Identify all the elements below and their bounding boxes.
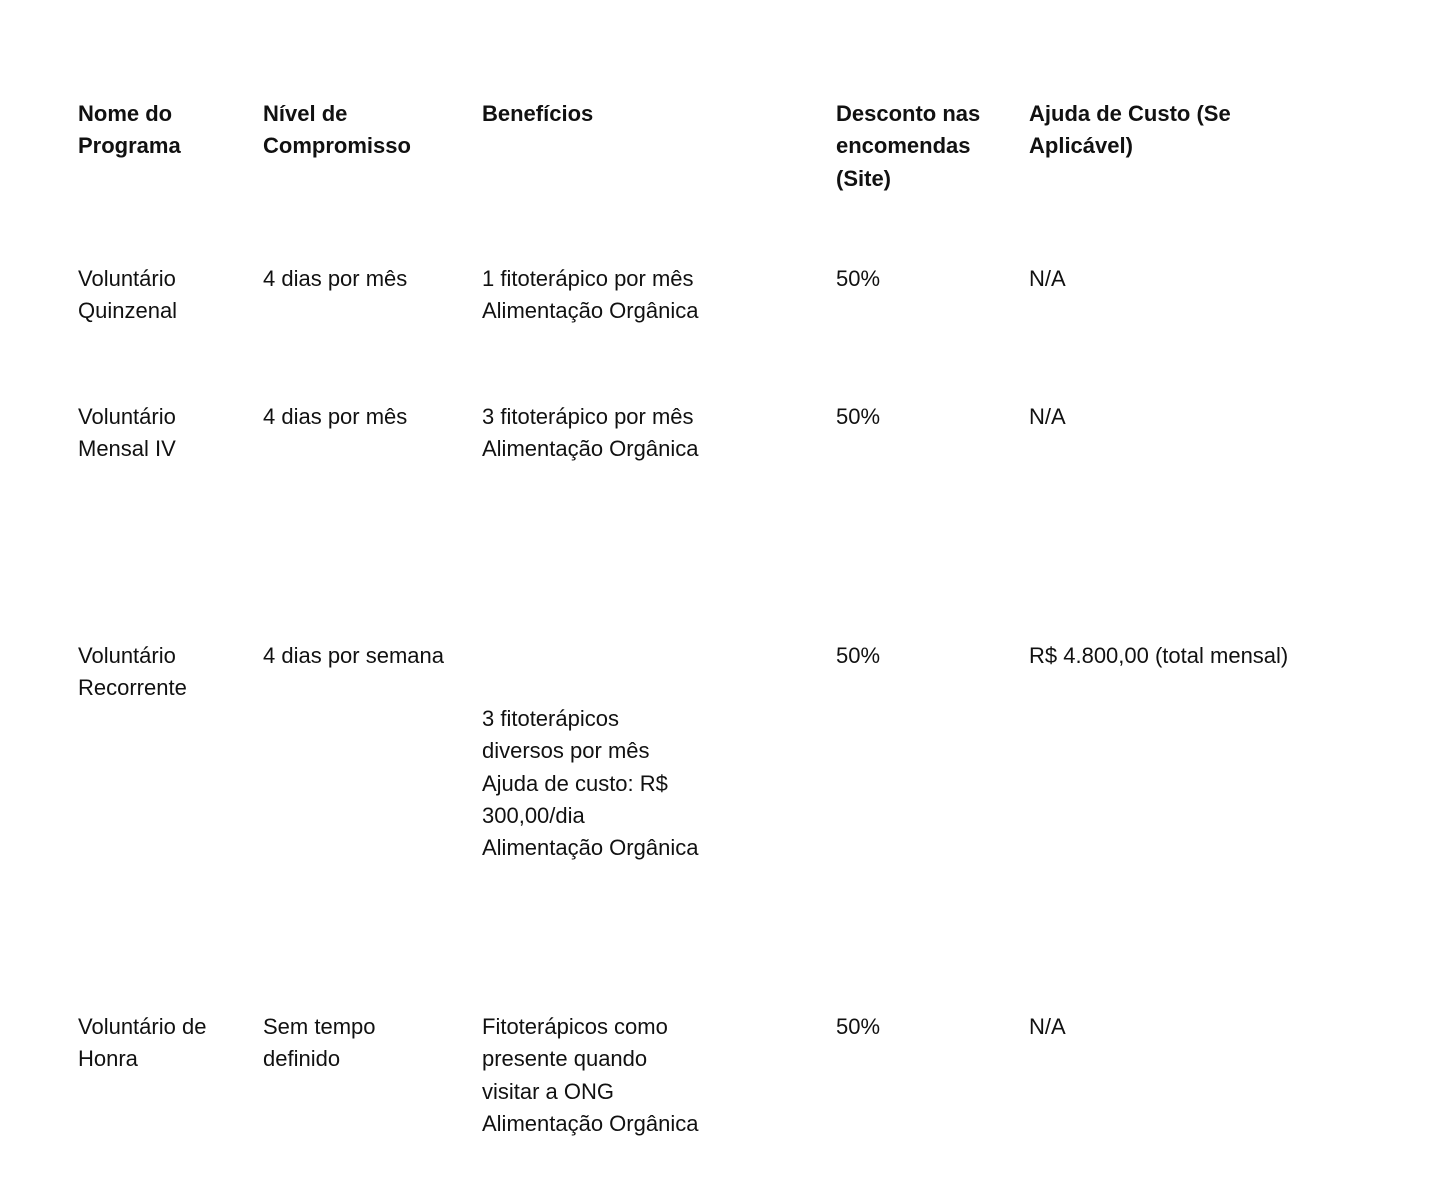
row-2-benefits: 3 fitoterápico por mês Alimentação Orgânica <box>482 404 699 462</box>
row-2-program: Voluntário Mensal IV <box>78 404 176 462</box>
row-2-allowance: N/A <box>1029 404 1066 429</box>
row-1-discount: 50% <box>836 266 881 291</box>
row-3-benefits: 3 fitoterápicos diversos por mês Ajuda de custo: R$ 300,00/dia Alimentação Orgânica <box>482 706 699 861</box>
row-4-discount: 50% <box>836 1014 881 1039</box>
header-program-name: Nome do Programa <box>78 101 181 159</box>
row-4-commitment: Sem tempo definido <box>263 1014 376 1072</box>
row-4-allowance: N/A <box>1029 1014 1066 1039</box>
row-4-program: Voluntário de Honra <box>78 1014 207 1072</box>
row-2-discount: 50% <box>836 404 881 429</box>
row-1-allowance: N/A <box>1029 266 1066 291</box>
row-1-commitment: 4 dias por mês <box>263 266 408 291</box>
header-benefits: Benefícios <box>482 101 594 126</box>
header-commitment-level: Nível de Compromisso <box>263 101 411 159</box>
row-4-benefits: Fitoterápicos como presente quando visitar a ONG Alimentação Orgânica <box>482 1014 699 1136</box>
row-3-program: Voluntário Recorrente <box>78 643 187 701</box>
row-3-discount: 50% <box>836 643 881 668</box>
header-site-discount: Desconto nas encomendas (Site) <box>836 101 981 191</box>
row-1-benefits: 1 fitoterápico por mês Alimentação Orgânica <box>482 266 699 324</box>
row-3-commitment: 4 dias por semana <box>263 643 444 668</box>
row-2-commitment: 4 dias por mês <box>263 404 408 429</box>
header-cost-allowance: Ajuda de Custo (Se Aplicável) <box>1029 101 1231 159</box>
row-3-allowance: R$ 4.800,00 (total mensal) <box>1029 643 1289 668</box>
row-1-program: Voluntário Quinzenal <box>78 266 178 324</box>
